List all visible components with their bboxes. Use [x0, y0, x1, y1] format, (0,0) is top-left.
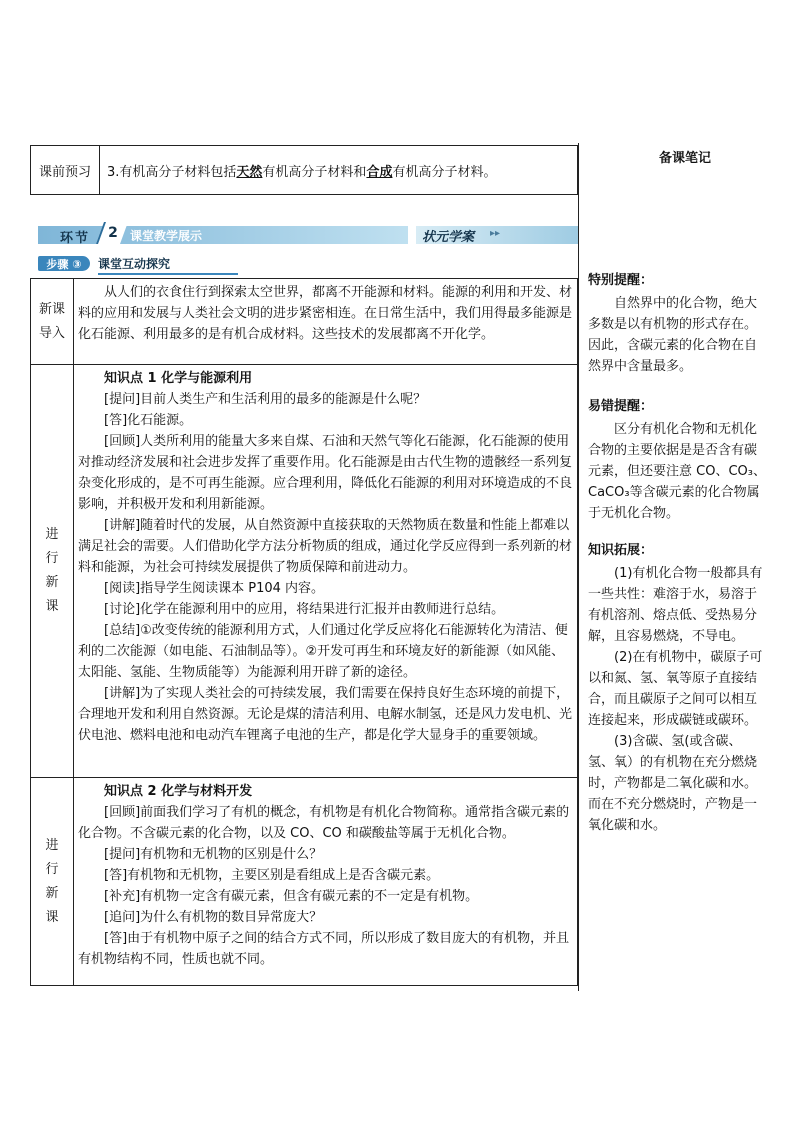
notes-divider	[578, 143, 579, 991]
banner-number: 2	[108, 225, 118, 241]
notes-title: 备课笔记	[658, 151, 711, 166]
row-body	[74, 279, 578, 365]
lesson-table	[30, 278, 578, 986]
paragraph: [追问]为什么有机物的数目异常庞大？	[104, 910, 323, 925]
paragraph: [讨论]化学在能源利用中的应用，将结果进行汇报并由教师进行总结。	[104, 602, 505, 617]
row-label-char: 行	[45, 551, 59, 566]
banner-subtitle: 课堂教学展示	[130, 229, 203, 243]
preview-text	[107, 146, 496, 194]
paragraph: [答]由于有机物中原子之间的结合方式不同，所以形成了数目庞大的有机物，并且有机物结构不同，性质也就不同。	[78, 931, 570, 967]
preview-prefix: 3.有机高分子材料包括	[107, 164, 237, 180]
preview-suffix: 有机高分子材料。	[392, 164, 497, 180]
preview-box	[30, 145, 578, 195]
row-label	[31, 279, 74, 365]
knowledge-point-title: 知识点 2 化学与材料开发	[104, 784, 253, 799]
note-extension	[588, 540, 766, 836]
row-label	[31, 365, 74, 778]
paragraph: [提问]目前人类生产和生活利用的最多的能源是什么呢？	[104, 392, 427, 407]
paragraph: [答]有机物和无机物，主要区别是看组成上是否含碳元素。	[104, 868, 440, 883]
table-row	[31, 279, 578, 365]
step-title: 课堂互动探究	[98, 255, 238, 275]
note-special	[588, 270, 766, 377]
paragraph: [答]化石能源。	[104, 413, 193, 428]
row-label-char: 导入	[38, 325, 65, 341]
double-arrow-icon: ▸▸	[490, 228, 501, 239]
paragraph: 从人们的衣食住行到探索太空世界，都离不开能源和材料。能源的利用和开发、材料的应用和发展与人类社会文明的进步紧密相连。在日常生活中，我们用得最多能源是化石能源、利用最多的是有机合成材料。这些技术的发展都离不开化学。	[78, 285, 573, 342]
row-label-char: 进	[45, 527, 59, 542]
banner-right-text: 状元学案	[422, 230, 475, 245]
table-row	[31, 778, 578, 986]
banner-left-bar	[38, 226, 408, 244]
banner-huanjie: 环节	[60, 231, 91, 246]
note-easy-wrong-text: 区分有机化合物和无机化合物的主要依据是是否含有碳元素，但还要注意 CO、CO₃、CaCO₃等含碳元素的化合物属于无机化合物。	[588, 422, 766, 521]
row-label-char: 课	[45, 909, 59, 925]
row-body	[74, 778, 578, 986]
preview-label: 课前预习	[31, 146, 100, 194]
note-easy-wrong	[588, 396, 766, 524]
row-label	[31, 778, 74, 986]
paragraph: [阅读]指导学生阅读课本 P104 内容。	[104, 581, 325, 596]
note-special-text: 自然界中的化合物，绝大多数是以有机物的形式存在。因此，含碳元素的化合物在自然界中含量最多。	[588, 296, 758, 374]
preview-blank-natural: 天然	[236, 164, 263, 180]
row-label-char: 新课	[38, 301, 65, 317]
paragraph: [总结]①改变传统的能源利用方式，人们通过化学反应将化石能源转化为清洁、便利的二次能源（如电能、石油制品等）。②开发可再生和环境友好的新能源（如风能、太阳能、氢能、生物质能等）为能源利用开辟了新的途径。	[78, 623, 568, 680]
note-extension-item: (2)在有机物中，碳原子可以和氮、氢、氧等原子直接结合，而且碳原子之间可以相互连接起来，形成碳链或碳环。	[588, 650, 763, 728]
row-label-char: 行	[45, 861, 59, 877]
row-label-char: 进	[45, 837, 59, 853]
note-extension-heading: 知识拓展：	[588, 543, 654, 558]
paragraph: [回顾]人类所利用的能量大多来自煤、石油和天然气等化石能源，化石能源的使用对推动经济发展和社会进步发挥了重要作用。化石能源是由古代生物的遗骸经一系列复杂变化形成的，是不可再生能源。应合理利用，降低化石能源的利用对环境造成的不良影响，并积极开发和利用新能源。	[78, 434, 573, 512]
preview-blank-synthetic: 合成	[366, 164, 393, 180]
paragraph: [讲解]为了实现人类社会的可持续发展，我们需要在保持良好生态环境的前提下，合理地开发和利用自然资源。无论是煤的清洁利用、电解水制氢，还是风力发电机、光伏电池、燃料电池和电动汽车锂离子电池的生产，都是化学大显身手的重要领域。	[78, 686, 573, 743]
note-extension-item: (3)含碳、氢(或含碳、氢、氧）的有机物在充分燃烧时，产物都是二氧化碳和水。而在不充分燃烧时，产物是一氧化碳和水。	[588, 734, 758, 833]
row-label-char: 新	[45, 575, 59, 590]
row-body	[74, 365, 578, 778]
row-label-char: 课	[45, 599, 59, 614]
note-extension-item: (1)有机化合物一般都具有一些共性：难溶于水，易溶于有机溶剂、熔点低、受热易分解，且容易燃烧，不导电。	[588, 566, 763, 644]
row-label-char: 新	[45, 885, 59, 901]
step-tag: 步骤 ③	[38, 256, 90, 271]
banner-right-bar	[416, 226, 578, 244]
preview-middle: 有机高分子材料和	[262, 164, 367, 180]
note-special-heading: 特别提醒：	[588, 273, 654, 288]
paragraph: [讲解]随着时代的发展，从自然资源中直接获取的天然物质在数量和性能上都难以满足社会的需要。人们借助化学方法分析物质的组成，通过化学反应得到一系列新的材料和能源，为社会可持续发展提供了物质保障和前进动力。	[78, 518, 573, 575]
paragraph: [补充]有机物一定含有碳元素，但含有碳元素的不一定是有机物。	[104, 889, 479, 904]
paragraph: [提问]有机物和无机物的区别是什么？	[104, 847, 323, 862]
note-easy-wrong-heading: 易错提醒：	[588, 399, 654, 414]
knowledge-point-title: 知识点 1 化学与能源利用	[104, 371, 253, 386]
table-row	[31, 365, 578, 778]
section-banner	[38, 226, 578, 244]
paragraph: [回顾]前面我们学习了有机的概念，有机物是有机化合物简称。通常指含碳元素的化合物。不含碳元素的化合物，以及 CO、CO 和碳酸盐等属于无机化合物。	[78, 805, 570, 841]
